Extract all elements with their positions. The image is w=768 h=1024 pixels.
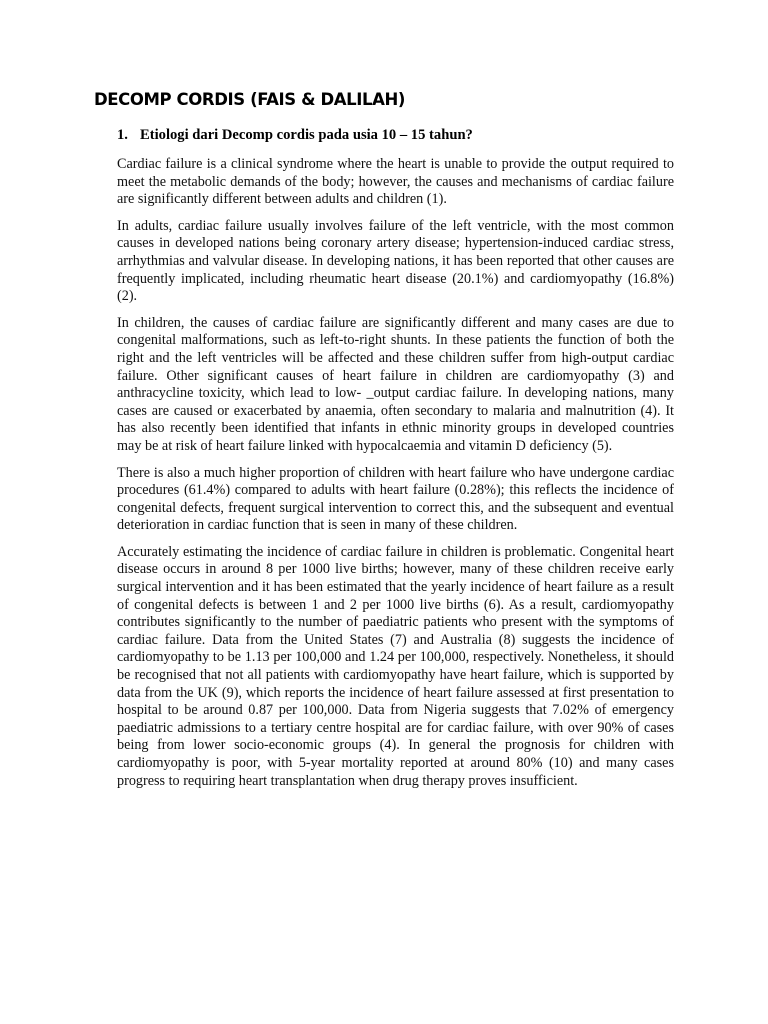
paragraph-cardiac-procedures: There is also a much higher proportion of children with heart failure who have undergone cardiac procedures (61.4%) compared to adults with heart failure (0.28%); this reflects the incidence of congenital defects, frequent surgical intervention to correct this, and the subsequent and eventual deterioration in cardiac function that is seen in many of these children. [117,464,674,534]
paragraph-children: In children, the causes of cardiac failure are significantly different and many cases are due to congenital malformations, such as left-to-right shunts. In these patients the function of both the right and the left ventricles will be affected and these children suffer from high-output cardiac failure. Other significant causes of heart failure in children are cardiomyopathy (3) and anthracycline toxicity, which lead to low- _output cardiac failure. In developing nations, many cases are caused or exacerbated by anaemia, often secondary to malaria and malnutrition (4). It has also recently been identified that infants in ethnic minority groups in developed countries may be at risk of heart failure linked with hypocalcaemia and vitamin D deficiency (5). [117,314,674,454]
paragraph-adults: In adults, cardiac failure usually involves failure of the left ventricle, with the most common causes in developed nations being coronary artery disease; hypertension-induced cardiac stress, arrhythmias and valvular disease. In developing nations, it has been reported that other causes are frequently implicated, including rheumatic heart disease (20.1%) and cardiomyopathy (16.8%) (2). [117,217,674,305]
question-number: 1. [117,127,128,143]
question-text: Etiologi dari Decomp cordis pada usia 10 – 15 tahun? [140,127,473,143]
document-title: DECOMP CORDIS (FAIS & DALILAH) [94,90,406,109]
paragraph-incidence: Accurately estimating the incidence of cardiac failure in children is problematic. Congenital heart disease occurs in around 8 per 1000 live births; however, many of these children receive early surgical intervention and it has been estimated that the yearly incidence of heart failure as a result of congenital defects is between 1 and 2 per 1000 live births (6). As a result, cardiomyopathy contributes significantly to the number of paediatric patients who present with the symptoms of cardiac failure. Data from the United States (7) and Australia (8) suggests the incidence of cardiomyopathy to be 1.13 per 100,000 and 1.24 per 100,000, respectively. Nonetheless, it should be recognised that not all patients with cardiomyopathy have heart failure, which is supported by data from the UK (9), which reports the incidence of heart failure assessed at first presentation to hospital to be around 0.87 per 100,000. Data from Nigeria suggests that 7.02% of emergency paediatric admissions to a tertiary centre hospital are for cardiac failure, with over 90% of cases being from lower socio-economic groups (4). In general the prognosis for children with cardiomyopathy is poor, with 5-year mortality reported at around 80% (10) and many cases progress to requiring heart transplantation when drug therapy proves insufficient. [117,543,674,789]
paragraph-definition: Cardiac failure is a clinical syndrome where the heart is unable to provide the output required to meet the metabolic demands of the body; however, the causes and mechanisms of cardiac failure are significantly different between adults and children (1). [117,156,674,208]
question-heading [117,126,473,144]
body-text [117,156,674,799]
